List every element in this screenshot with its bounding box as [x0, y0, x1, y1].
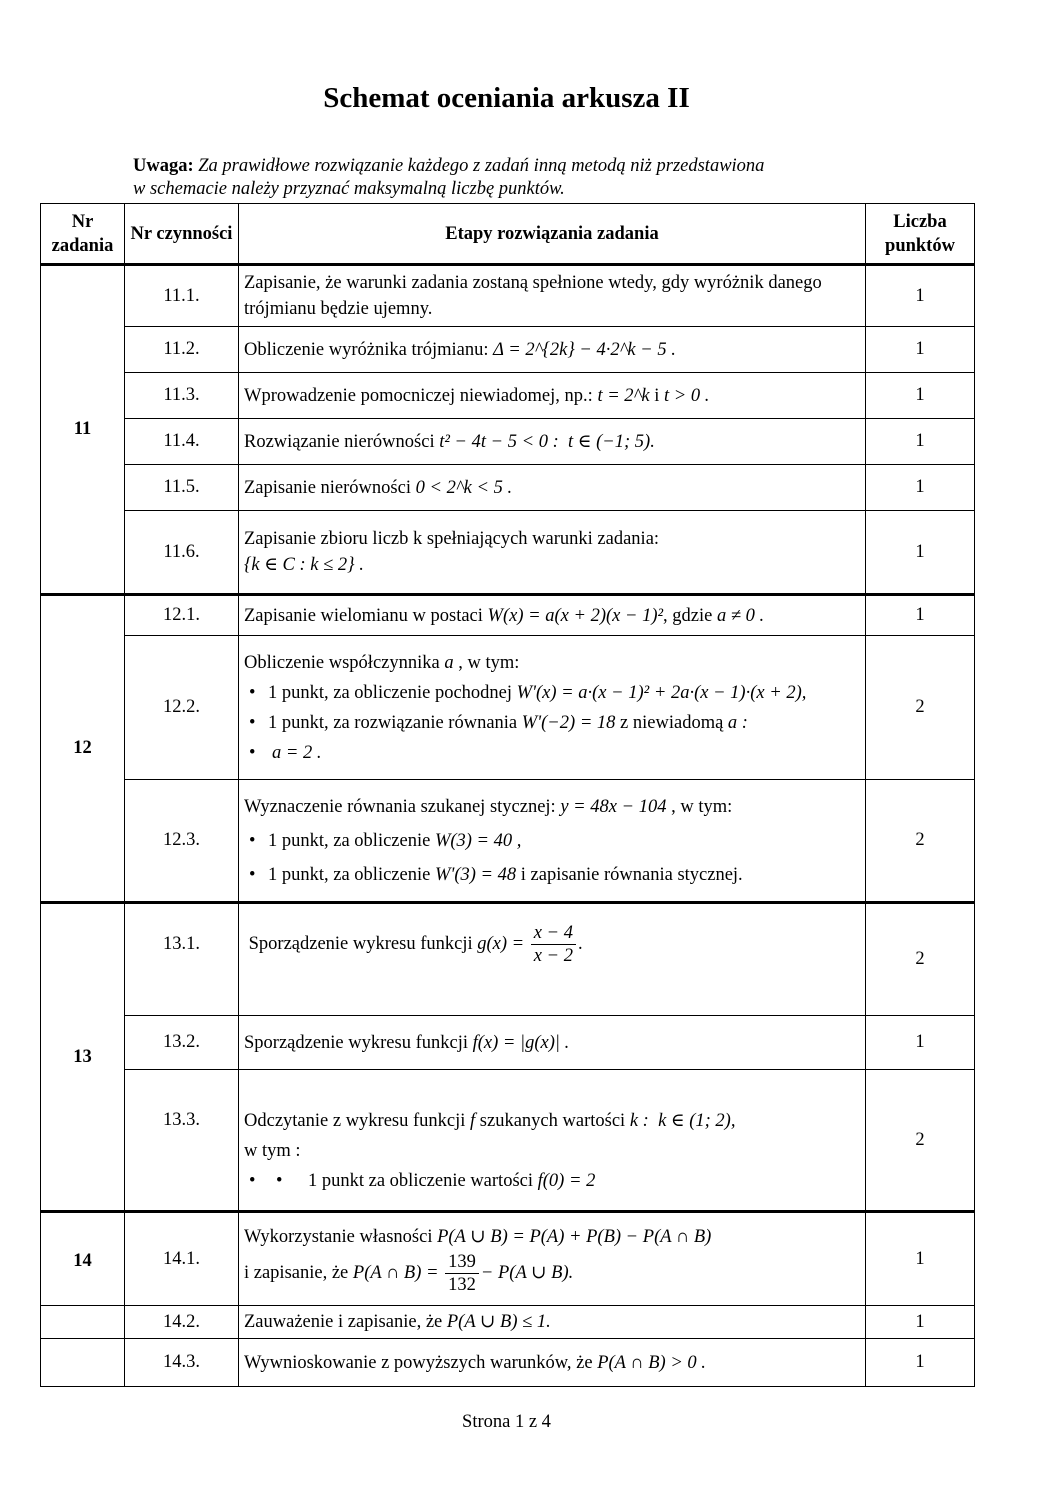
bullet-item: • • 1 punkt za obliczenie wartości f(0) = 2	[244, 1166, 859, 1196]
stage-description: Rozwiązanie nierówności t² − 4t − 5 < 0 : t ∈ (−1; 5).	[239, 419, 866, 465]
activity-number: 12.1.	[125, 595, 239, 636]
activity-number: 14.2.	[125, 1306, 239, 1339]
points-value: 2	[866, 903, 975, 1016]
note-label: Uwaga:	[133, 156, 194, 176]
bullet-item: • 1 punkt, za rozwiązanie równania W'(−2) = 18 z niewiadomą a :	[244, 708, 859, 738]
table-row	[41, 419, 975, 465]
stage-description: Wywnioskowanie z powyższych warunków, że P(A ∩ B) > 0 .	[239, 1339, 866, 1387]
stage-description: Obliczenie wyróżnika trójmianu: Δ = 2^{2k} − 4·2^k − 5 .	[239, 327, 866, 373]
table-row	[41, 595, 975, 636]
task-number-13: 13	[41, 903, 125, 1212]
header-task: Nr zadania	[41, 204, 125, 265]
table-row	[41, 1070, 975, 1212]
points-value: 1	[866, 1016, 975, 1070]
empty-cell	[41, 1306, 125, 1339]
bullet-item: • 1 punkt, za obliczenie W'(3) = 48 i zapisanie równania stycznej.	[244, 858, 859, 892]
stage-description: Sporządzenie wykresu funkcji g(x) = $\frac{x - 4}{x - 2}$ .	[239, 903, 866, 1016]
scoring-table	[40, 203, 975, 1387]
activity-number: 11.5.	[125, 465, 239, 511]
note-line2: w schemacie należy przyznać maksymalną liczbę punktów.	[133, 179, 565, 199]
points-value: 2	[866, 780, 975, 903]
stage-description: Zapisanie wielomianu w postaci W(x) = a(x + 2)(x − 1)², gdzie a ≠ 0 .	[239, 595, 866, 636]
stage-description: Wykorzystanie własności P(A ∪ B) = P(A) + P(B) − P(A ∩ B) i zapisanie, że P(A ∩ B) = $\frac{139}{132}$ − P(A ∪ B).	[239, 1212, 866, 1306]
points-value: 1	[866, 465, 975, 511]
table-row	[41, 1212, 975, 1306]
points-value: 1	[866, 327, 975, 373]
header-stages: Etapy rozwiązania zadania	[239, 204, 866, 265]
stage-description: Zapisanie nierówności 0 < 2^k < 5 .	[239, 465, 866, 511]
activity-number: 13.3.	[125, 1070, 239, 1212]
stage-description: Zauważenie i zapisanie, że P(A ∪ B) ≤ 1.	[239, 1306, 866, 1339]
note	[133, 155, 913, 201]
points-value: 1	[866, 595, 975, 636]
activity-number: 12.2.	[125, 636, 239, 780]
stage-description: Wyznaczenie równania szukanej stycznej: y = 48x − 104 , w tym: • 1 punkt, za obliczenie W(3) = 40 , • 1 punkt, za obliczenie W'(3) = 48 i zapisanie równania stycznej.	[239, 780, 866, 903]
task-number-14: 14	[41, 1212, 125, 1306]
activity-number: 13.2.	[125, 1016, 239, 1070]
bullet-item: • 1 punkt, za obliczenie pochodnej W'(x) = a·(x − 1)² + 2a·(x − 1)·(x + 2),	[244, 678, 859, 708]
points-value: 2	[866, 636, 975, 780]
activity-number: 11.1.	[125, 265, 239, 327]
activity-number: 11.2.	[125, 327, 239, 373]
table-row	[41, 1339, 975, 1387]
table-row	[41, 1016, 975, 1070]
stage-description: Zapisanie zbioru liczb k spełniających warunki zadania: {k ∈ C : k ≤ 2} .	[239, 511, 866, 595]
stage-description: Sporządzenie wykresu funkcji f(x) = |g(x)| .	[239, 1016, 866, 1070]
activity-number: 12.3.	[125, 780, 239, 903]
task-number-11: 11	[41, 265, 125, 595]
activity-number: 11.3.	[125, 373, 239, 419]
points-value: 1	[866, 265, 975, 327]
table-row	[41, 265, 975, 327]
activity-number: 11.6.	[125, 511, 239, 595]
activity-number: 14.3.	[125, 1339, 239, 1387]
table-row	[41, 780, 975, 903]
points-value: 1	[866, 373, 975, 419]
page-title: Schemat oceniania arkusza II	[323, 82, 690, 114]
note-line1: Za prawidłowe rozwiązanie każdego z zadań inną metodą niż przedstawiona	[198, 156, 765, 176]
points-value: 1	[866, 1339, 975, 1387]
table-row	[41, 1306, 975, 1339]
fraction: $\frac{x - 4}{x - 2}$	[531, 922, 576, 967]
fraction: $\frac{139}{132}$	[445, 1251, 479, 1296]
table-row	[41, 327, 975, 373]
table-row	[41, 511, 975, 595]
bullet-continuation: • a = 2 .	[244, 738, 859, 768]
stage-description: Obliczenie współczynnika a , w tym: • 1 punkt, za obliczenie pochodnej W'(x) = a·(x − 1)² + 2a·(x − 1)·(x + 2), • 1 punkt, za rozwiązanie równania W'(−2) = 18 z niewiadomą a : • a = 2 .	[239, 636, 866, 780]
points-value: 1	[866, 1306, 975, 1339]
points-value: 2	[866, 1070, 975, 1212]
table-header-row	[41, 204, 975, 265]
stage-description: Zapisanie, że warunki zadania zostaną spełnione wtedy, gdy wyróżnik danego trójmianu będzie ujemny.	[239, 265, 866, 327]
bullet-item: • 1 punkt, za obliczenie W(3) = 40 ,	[244, 824, 859, 858]
table-row	[41, 903, 975, 1016]
activity-number: 11.4.	[125, 419, 239, 465]
points-value: 1	[866, 419, 975, 465]
activity-number: 13.1.	[125, 903, 239, 1016]
points-value: 1	[866, 511, 975, 595]
table-row	[41, 465, 975, 511]
table-row	[41, 373, 975, 419]
header-points: Liczba punktów	[866, 204, 975, 265]
stage-description: Odczytanie z wykresu funkcji f szukanych wartości k : k ∈ (1; 2), w tym : • • 1 punkt za obliczenie wartości f(0) = 2	[239, 1070, 866, 1212]
table-row	[41, 636, 975, 780]
stage-description: Wprowadzenie pomocniczej niewiadomej, np.: t = 2^k i t > 0 .	[239, 373, 866, 419]
points-value: 1	[866, 1212, 975, 1306]
activity-number: 14.1.	[125, 1212, 239, 1306]
empty-cell	[41, 1339, 125, 1387]
task-number-12: 12	[41, 595, 125, 903]
page-footer: Strona 1 z 4	[462, 1412, 551, 1432]
header-activity: Nr czynności	[125, 204, 239, 265]
